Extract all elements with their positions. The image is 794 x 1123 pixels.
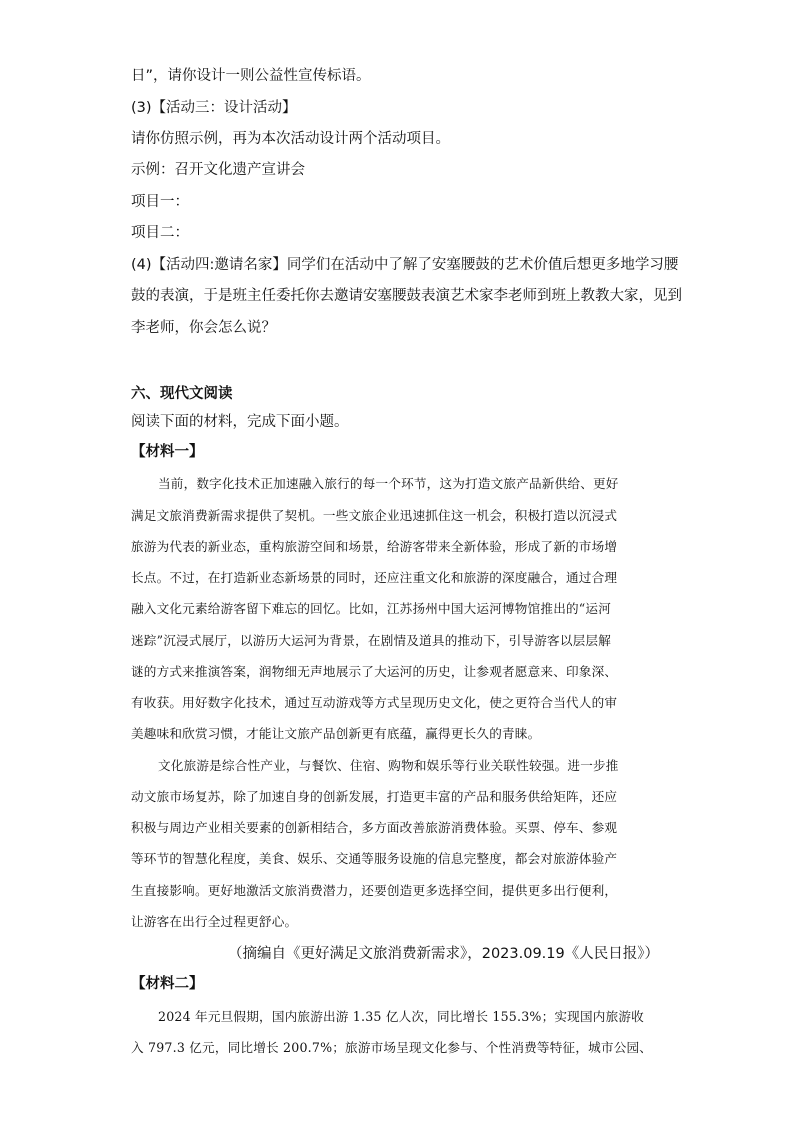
material-one-line: 有收获。用好数字化技术，通过互动游戏等方式呈现历史文化，使之更符合当代人的审	[131, 695, 618, 710]
section-heading: 六、现代文阅读	[131, 386, 233, 402]
material-one-line: 生直接影响。更好地激活文旅消费潜力，还要创造更多选择空间，提供更多出行便利，	[131, 883, 618, 898]
material-two-label: 【材料二】	[131, 976, 204, 992]
material-two-line: 入 797.3 亿元，同比增长 200.7%；旅游市场呈现文化参与、个性消费等特征，城市公园、	[131, 1040, 653, 1055]
material-one-line: 当前，数字化技术正加速融入旅行的每一个环节，这为打造文旅产品新供给、更好	[158, 476, 619, 491]
material-one-line: 旅游为代表的新业态，重构旅游空间和场景，给游客带来全新体验，形成了新的市场增	[131, 539, 618, 554]
text-line: 李老师，你会怎么说？	[131, 320, 276, 336]
instruction: 阅读下面的材料，完成下面小题。	[131, 414, 349, 430]
material-one-line: 融入文化元素给游客留下难忘的回忆。比如，江苏扬州中国大运河博物馆推出的“运河	[131, 601, 612, 616]
activity-four-line: (4)【活动四:邀请名家】同学们在活动中了解了安塞腰鼓的艺术价值后想更多地学习腰	[131, 257, 679, 273]
material-one-label: 【材料一】	[131, 444, 204, 460]
material-one-line: 让游客在出行全过程更舒心。	[131, 914, 298, 929]
material-one-line: 谜的方式来推演答案，润物细无声地展示了大运河的历史，让参观者愿意来、印象深、	[131, 664, 618, 679]
project-one-line: 项目一：	[131, 194, 189, 210]
material-one-line: 迷踪”沉浸式展厅，以游历大运河为背景，在剧情及道具的推动下，引导游客以层层解	[131, 633, 612, 648]
text-line: 请你仿照示例，再为本次活动设计两个活动项目。	[131, 131, 450, 147]
material-one-line: 积极与周边产业相关要素的创新相结合，多方面改善旅游消费体验。买票、停车、参观	[131, 820, 618, 835]
activity-three-heading: (3)【活动三：设计活动】	[131, 100, 297, 116]
text-line: 日”，请你设计一则公益性宣传标语。	[131, 68, 371, 84]
material-one-line: 动文旅市场复苏，除了加速自身的创新发展，打造更丰富的产品和服务供给矩阵，还应	[131, 789, 618, 804]
example-line: 示例：召开文化遗产宣讲会	[131, 162, 305, 178]
material-one-line: 美趣味和欣赏习惯，才能让文旅产品创新更有底蕴，赢得更长久的青睐。	[131, 726, 541, 741]
material-one-line: 文化旅游是综合性产业，与餐饮、住宿、购物和娱乐等行业关联性较强。进一步推	[158, 758, 619, 773]
material-one-line: 等环节的智慧化程度，美食、娱乐、交通等服务设施的信息完整度，都会对旅游体验产	[131, 851, 618, 866]
project-two-line: 项目二：	[131, 225, 189, 241]
material-one-line: 满足文旅消费新需求提供了契机。一些文旅企业迅速抓住这一机会，积极打造以沉浸式	[131, 508, 618, 523]
material-one-line: 长点。不过，在打造新业态新场景的同时，还应注重文化和旅游的深度融合，通过合理	[131, 570, 618, 585]
source-citation: （摘编自《更好满足文旅消费新需求》，2023.09.19《人民日报》）	[227, 946, 659, 962]
text-line: 鼓的表演，于是班主任委托你去邀请安塞腰鼓表演艺术家李老师到班上教教大家，见到	[131, 288, 682, 304]
material-two-line: 2024 年元旦假期，国内旅游出游 1.35 亿人次，同比增长 155.3%；实现国内旅游收	[158, 1009, 644, 1024]
